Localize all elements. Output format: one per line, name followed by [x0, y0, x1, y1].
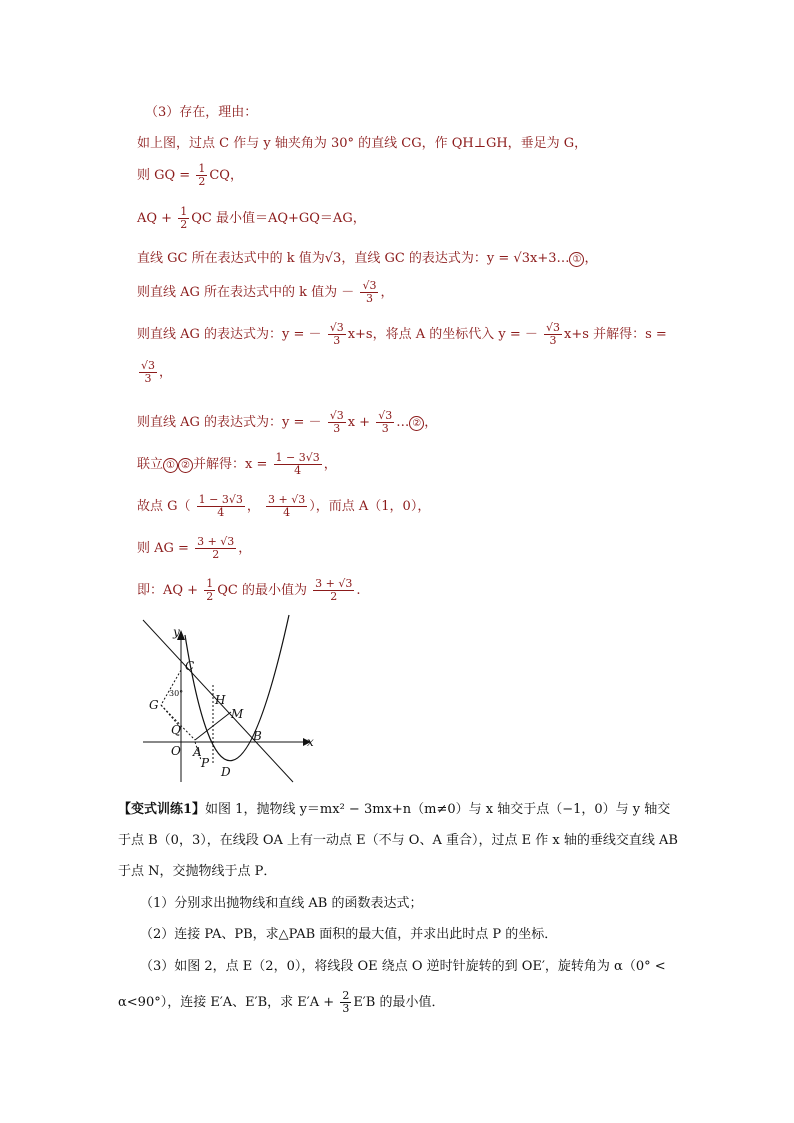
fraction-sqrt3-over-3: $\frac{√3}{3}$: [329, 321, 344, 347]
fraction-gx: $\frac{1 - 3√3}{4}$: [198, 493, 243, 519]
label-30-degrees: 30°: [169, 689, 184, 698]
fraction-ag: $\frac{3 + √3}{2}$: [315, 577, 353, 603]
fraction-x: $\frac{1 - 3√3}{4}$: [275, 451, 320, 477]
solution-line-2: 如上图，过点 C 作与 y 轴夹角为 30° 的直线 CG，作 QH⊥GH，垂足为 G，: [137, 136, 588, 151]
solution-line-12: 则 AG = $\frac{3 + √3}{2}$ ，: [137, 535, 252, 561]
fraction-sqrt3-over-3: $\frac{√3}{3}$: [378, 409, 393, 435]
fraction-two-thirds: $\frac{2}{3}$: [342, 989, 350, 1015]
label-y: y: [173, 625, 180, 639]
solution-heading: （3）存在，理由：: [145, 105, 258, 120]
line-cg: [161, 670, 184, 705]
fraction-gy: $\frac{3 + √3}{4}$: [268, 493, 306, 519]
line-am: [195, 712, 231, 740]
solution-line-7: 则直线 AG 的表达式为：y = － $\frac{√3}{3}$ x+s，将点 A 的坐标代入 y = － $\frac{√3}{3}$ x+s 并解得：s =: [137, 321, 667, 347]
circled-two: ②: [409, 416, 424, 431]
circled-one: ①: [163, 458, 178, 473]
geometry-figure: [135, 610, 325, 795]
solution-line-3: 则 GQ = $\frac{1}{2}$ CQ，: [137, 162, 243, 188]
label-q: Q: [171, 723, 181, 737]
fraction-sqrt3-over-3: $\frac{√3}{3}$: [546, 321, 561, 347]
fraction-half: $\frac{1}{2}$: [198, 162, 206, 188]
practice-line-3: 于点 N，交抛物线于点 P．: [118, 864, 277, 879]
label-c: C: [185, 659, 195, 673]
fraction-half: $\frac{1}{2}$: [206, 577, 214, 603]
solution-line-8: $\frac{√3}{3}$ ，: [141, 359, 173, 385]
solution-line-10: 联立 ① ② 并解得：x = $\frac{1 - 3√3}{4}$ ，: [137, 451, 337, 477]
fraction-half: $\frac{1}{2}$: [180, 205, 188, 231]
sqrt3: √3: [324, 251, 342, 266]
label-o: O: [171, 744, 181, 758]
question-1: （1）分别求出抛物线和直线 AB 的函数表达式；: [140, 896, 423, 911]
parabola: [185, 615, 289, 761]
sqrt3: √3: [513, 251, 530, 266]
practice-line-2: 于点 B（0，3），在线段 OA 上有一动点 E（不与 O、A 重合），过点 E 作 x 轴的垂线交直线 AB: [118, 833, 678, 848]
question-2: （2）连接 PA、PB，求△PAB 面积的最大值，并求出此时点 P 的坐标．: [140, 927, 558, 942]
solution-line-4: AQ + $\frac{1}{2}$ QC 最小值＝AQ+GQ＝AG，: [137, 205, 366, 231]
fraction-sqrt3-over-3: $\frac{√3}{3}$: [362, 279, 377, 305]
question-3-line-2: α<90°），连接 E′A、E′B，求 E′A + $\frac{2}{3}$ E′B 的最小值．: [118, 989, 445, 1015]
fraction-sqrt3-over-3: $\frac{√3}{3}$: [141, 359, 156, 385]
solution-line-13: 即：AQ + $\frac{1}{2}$ QC 的最小值为 $\frac{3 + √3}{2}$ .: [137, 577, 361, 603]
fraction-sqrt3-over-3: $\frac{√3}{3}$: [329, 409, 344, 435]
solution-line-6: 则直线 AG 所在表达式中的 k 值为 － $\frac{√3}{3}$ ，: [137, 279, 394, 305]
label-h: H: [215, 693, 226, 707]
label-x: x: [307, 735, 314, 749]
question-3-line-1: （3）如图 2，点 E（2，0），将线段 OE 绕点 O 逆时针旋转的到 OE′，旋转角为 α（0° <: [140, 959, 666, 974]
label-g: G: [149, 698, 159, 712]
fraction-ag: $\frac{3 + √3}{2}$: [197, 535, 235, 561]
practice-tag: 【变式训练1】: [118, 802, 206, 817]
solution-line-9: 则直线 AG 的表达式为：y = － $\frac{√3}{3}$ x + $\frac{√3}{3}$ … ② ，: [137, 409, 438, 435]
practice-line-1: 【变式训练1】如图 1，抛物线 y＝mx² − 3mx+n（m≠0）与 x 轴交于点（−1，0）与 y 轴交: [118, 802, 671, 817]
solution-line-11: 故点 G（ $\frac{1 - 3√3}{4}$ ， $\frac{3 + √3}{4}$ ），而点 A（1，0），: [137, 493, 431, 519]
label-b: B: [253, 729, 262, 743]
label-d: D: [221, 765, 231, 779]
label-a: A: [193, 745, 202, 759]
circled-two: ②: [178, 458, 193, 473]
label-m: M: [231, 707, 244, 721]
label-p: P: [201, 756, 210, 770]
solution-line-5: 直线 GC 所在表达式中的 k 值为√3，直线 GC 的表达式为：y = √3x+3… ① ，: [137, 251, 598, 266]
circled-one: ①: [569, 252, 584, 267]
